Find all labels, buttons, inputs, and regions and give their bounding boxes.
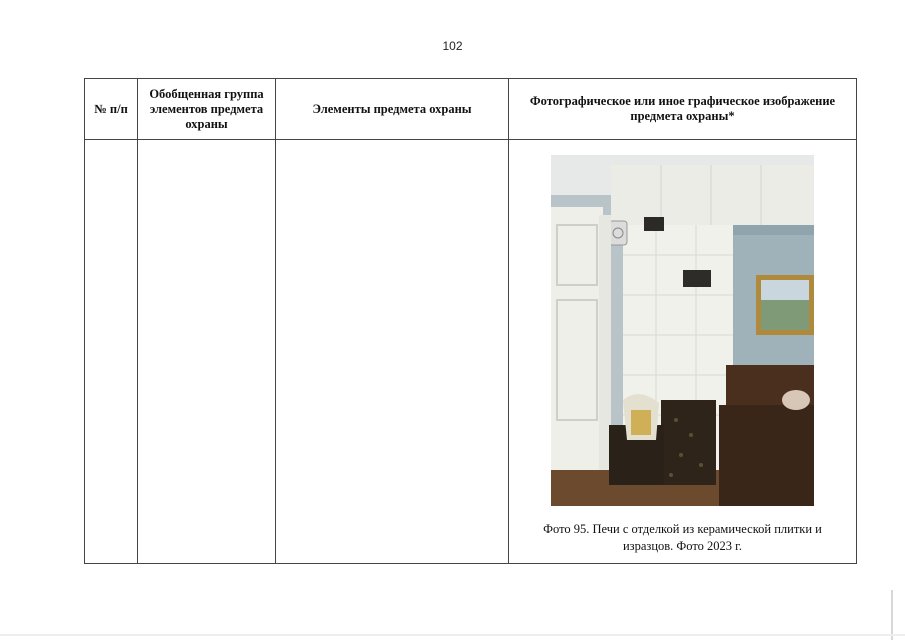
cell-number (85, 140, 138, 564)
header-photo: Фотографическое или иное графическое изображение предмета охраны* (509, 79, 857, 140)
cell-group (138, 140, 276, 564)
scan-edge-line (891, 590, 893, 640)
photo-caption: Фото 95. Печи с отделкой из керамической плитки и изразцов. Фото 2023 г. (543, 522, 822, 553)
table-header-row (85, 79, 857, 140)
page-number: 102 (442, 39, 463, 53)
header-group: Обобщенная группа элементов предмета охраны (138, 79, 276, 140)
protection-table (84, 78, 857, 564)
header-number: № п/п (85, 79, 138, 140)
header-elements: Элементы предмета охраны (276, 79, 509, 140)
cell-photo (509, 140, 857, 564)
photo-stove-tiles (551, 155, 814, 506)
cell-elements (276, 140, 509, 564)
scan-bottom-line (0, 634, 905, 636)
table-row (85, 140, 857, 564)
room-photo-illustration (551, 155, 814, 506)
